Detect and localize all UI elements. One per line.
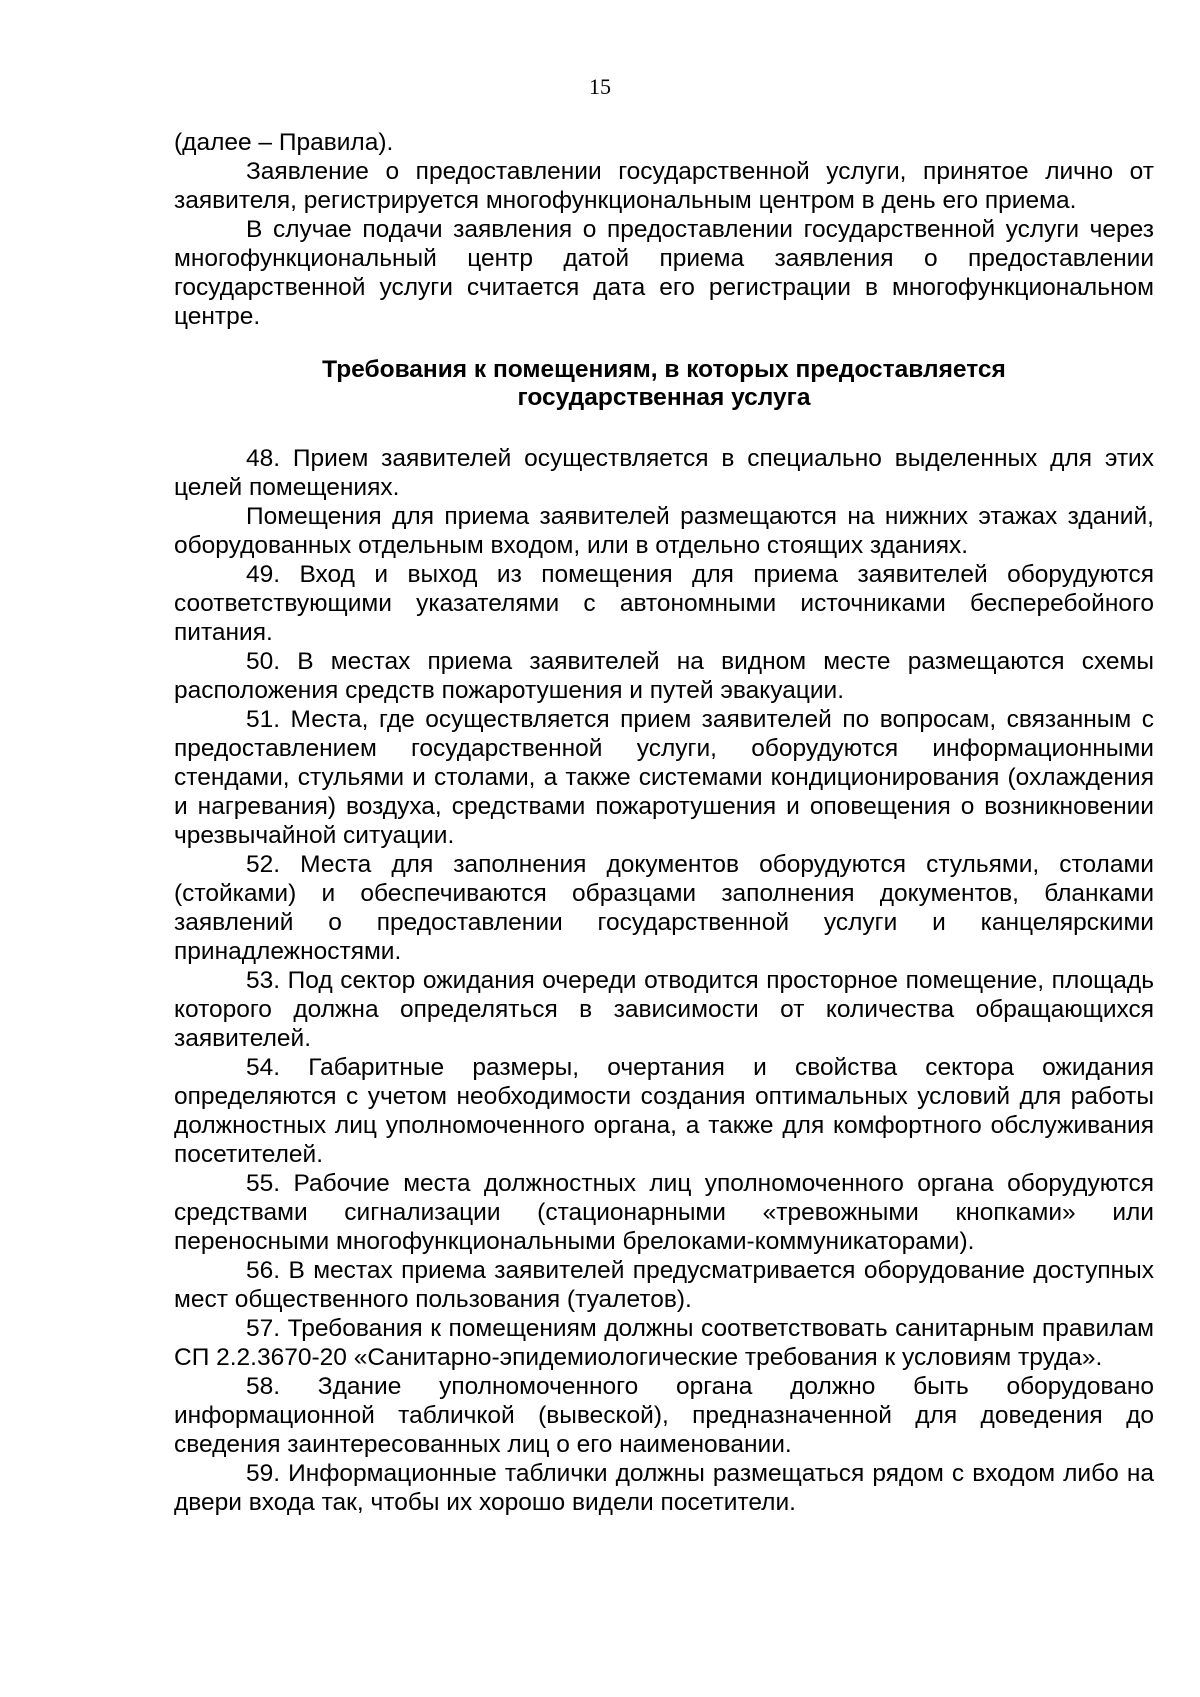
section-heading-line-2: государственная услуга [517,384,811,411]
paragraph-49: 49. Вход и выход из помещения для приема заявителей оборудуются соответствующими указателями с автономными источниками бесперебойного питания. [174,561,1154,646]
section-heading-line-1: Требования к помещениям, в которых предоставляется [322,356,1006,383]
paragraph-56: 56. В местах приема заявителей предусматривается оборудование доступных мест общественного пользования (туалетов). [174,1257,1154,1313]
document-body [174,128,1154,1517]
intro-paragraph-2: Заявление о предоставлении государственной услуги, принятое лично от заявителя, регистрируется многофункциональным центром в день его приема. [174,158,1154,214]
paragraph-48b: Помещения для приема заявителей размещаются на нижних этажах зданий, оборудованных отдельным входом, или в отдельно стоящих зданиях. [174,503,1154,559]
paragraph-55: 55. Рабочие места должностных лиц уполномоченного органа оборудуются средствами сигнализации (стационарными «тревожными кнопками» или переносными многофункциональными брелоками-коммуникаторами). [174,1170,1154,1255]
page-number: 15 [589,74,611,99]
paragraph-51: 51. Места, где осуществляется прием заявителей по вопросам, связанным с предоставлением государственной услуги, оборудуются информационными стендами, стульями и столами, а также системами кондиционирования (охлаждения и нагревания) воздуха, средствами пожаротушения и оповещения о возникновении чрезвычайной ситуации. [174,706,1154,849]
paragraph-58: 58. Здание уполномоченного органа должно быть оборудовано информационной табличкой (вывеской), предназначенной для доведения до сведения заинтересованных лиц о его наименовании. [174,1373,1154,1458]
paragraph-54: 54. Габаритные размеры, очертания и свойства сектора ожидания определяются с учетом необходимости создания оптимальных условий для работы должностных лиц уполномоченного органа, а также для комфортного обслуживания посетителей. [174,1054,1154,1168]
paragraph-48a: 48. Прием заявителей осуществляется в специально выделенных для этих целей помещениях. [174,445,1154,501]
paragraph-59: 59. Информационные таблички должны размещаться рядом с входом либо на двери входа так, чтобы их хорошо видели посетители. [174,1460,1154,1516]
paragraph-53: 53. Под сектор ожидания очереди отводится просторное помещение, площадь которого должна определяться в зависимости от количества обращающихся заявителей. [174,967,1154,1052]
paragraph-57: 57. Требования к помещениям должны соответствовать санитарным правилам СП 2.2.3670-20 «Санитарно-эпидемиологические требования к условиям труда». [174,1315,1154,1371]
paragraph-50: 50. В местах приема заявителей на видном месте размещаются схемы расположения средств пожаротушения и путей эвакуации. [174,648,1154,704]
paragraph-52: 52. Места для заполнения документов оборудуются стульями, столами (стойками) и обеспечиваются образцами заполнения документов, бланками заявлений о предоставлении государственной услуги и канцелярскими принадлежностями. [174,851,1154,965]
intro-paragraph-3: В случае подачи заявления о предоставлении государственной услуги через многофункциональный центр датой приема заявления о предоставлении государственной услуги считается дата его регистрации в многофункциональном центре. [174,216,1154,330]
intro-paragraph-1: (далее – Правила). [174,129,394,156]
section-heading [174,356,1154,412]
